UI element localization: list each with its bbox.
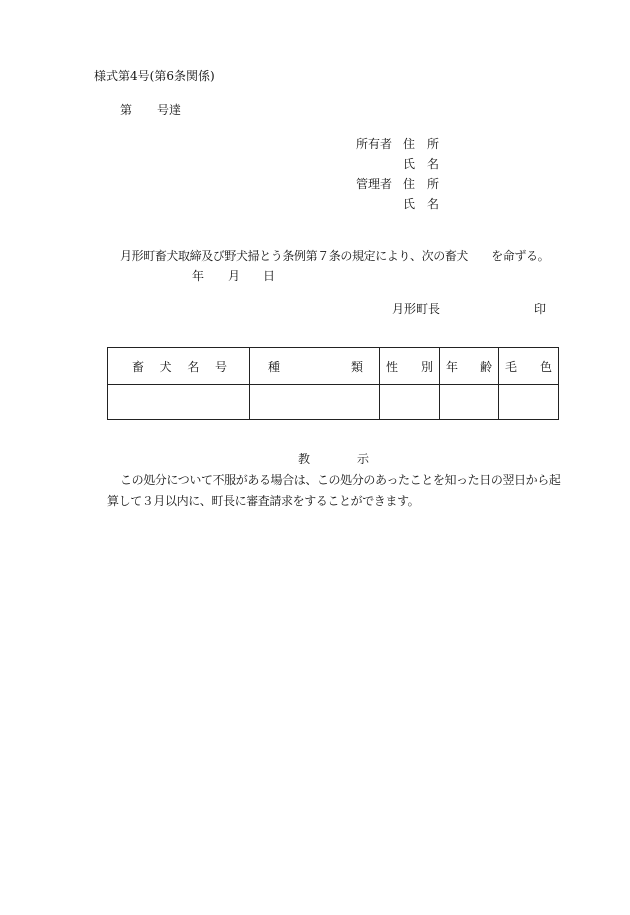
form-number: 様式第4号(第6条関係) [94, 69, 215, 83]
notice-line-2: 算して３月以内に、町長に審査請求をすることができます。 [107, 494, 420, 508]
header-char: 畜 [132, 359, 145, 374]
date-day: 日 [263, 269, 276, 283]
address-label-char-2: 所 [426, 137, 439, 151]
header-char: 類 [350, 359, 363, 374]
header-char: 別 [420, 359, 433, 374]
document-number-prefix: 第 [120, 103, 133, 117]
name-label-char-2: 名 [426, 157, 439, 171]
name-label-char-1: 氏 [403, 157, 416, 171]
header-age [440, 348, 499, 385]
header-char: 年 [446, 359, 459, 374]
cell-breed[interactable] [250, 385, 380, 420]
owner-role-label: 所有者 [356, 137, 393, 151]
address-label-char-1: 住 [403, 177, 416, 191]
header-char: 種 [268, 359, 281, 374]
document-number [120, 104, 132, 116]
header-breed [250, 348, 380, 385]
owner-name-label [403, 158, 439, 170]
header-sex [380, 348, 440, 385]
date-month: 月 [228, 269, 241, 283]
header-char: 毛 [505, 359, 518, 374]
cell-age[interactable] [440, 385, 499, 420]
owner-address-label [403, 138, 439, 150]
manager-role-label: 管理者 [356, 177, 393, 191]
header-char: 色 [539, 359, 552, 374]
name-label-char-1: 氏 [403, 197, 416, 211]
manager-name-label [403, 198, 439, 210]
cell-dog-name[interactable] [108, 385, 250, 420]
table-header-row [108, 348, 559, 385]
order-text: 月形町畜犬取締及び野犬掃とう条例第７条の規定により、次の畜犬 を命ずる。 [120, 249, 550, 263]
header-char: 齢 [479, 359, 492, 374]
date-year: 年 [192, 269, 205, 283]
table-row [108, 385, 559, 420]
cell-sex[interactable] [380, 385, 440, 420]
cell-coat-color[interactable] [499, 385, 559, 420]
address-label-char-1: 住 [403, 137, 416, 151]
document-number-suffix: 号達 [157, 103, 182, 117]
header-char: 犬 [159, 359, 172, 374]
notice-title-char-2: 示 [357, 452, 370, 466]
notice-title-char-1: 教 [298, 452, 311, 466]
issuer-title: 月形町長 [392, 302, 441, 316]
name-label-char-2: 名 [426, 197, 439, 211]
header-dog-name [108, 348, 250, 385]
notice-line-1: この処分について不服がある場合は、この処分のあったことを知った日の翌日から起 [120, 473, 561, 487]
header-char: 名 [187, 359, 200, 374]
dog-info-table [107, 347, 559, 420]
header-char: 性 [386, 359, 399, 374]
header-char: 号 [214, 359, 227, 374]
address-label-char-2: 所 [426, 177, 439, 191]
header-coat-color [499, 348, 559, 385]
manager-address-label [403, 178, 439, 190]
seal-mark: 印 [534, 302, 547, 316]
